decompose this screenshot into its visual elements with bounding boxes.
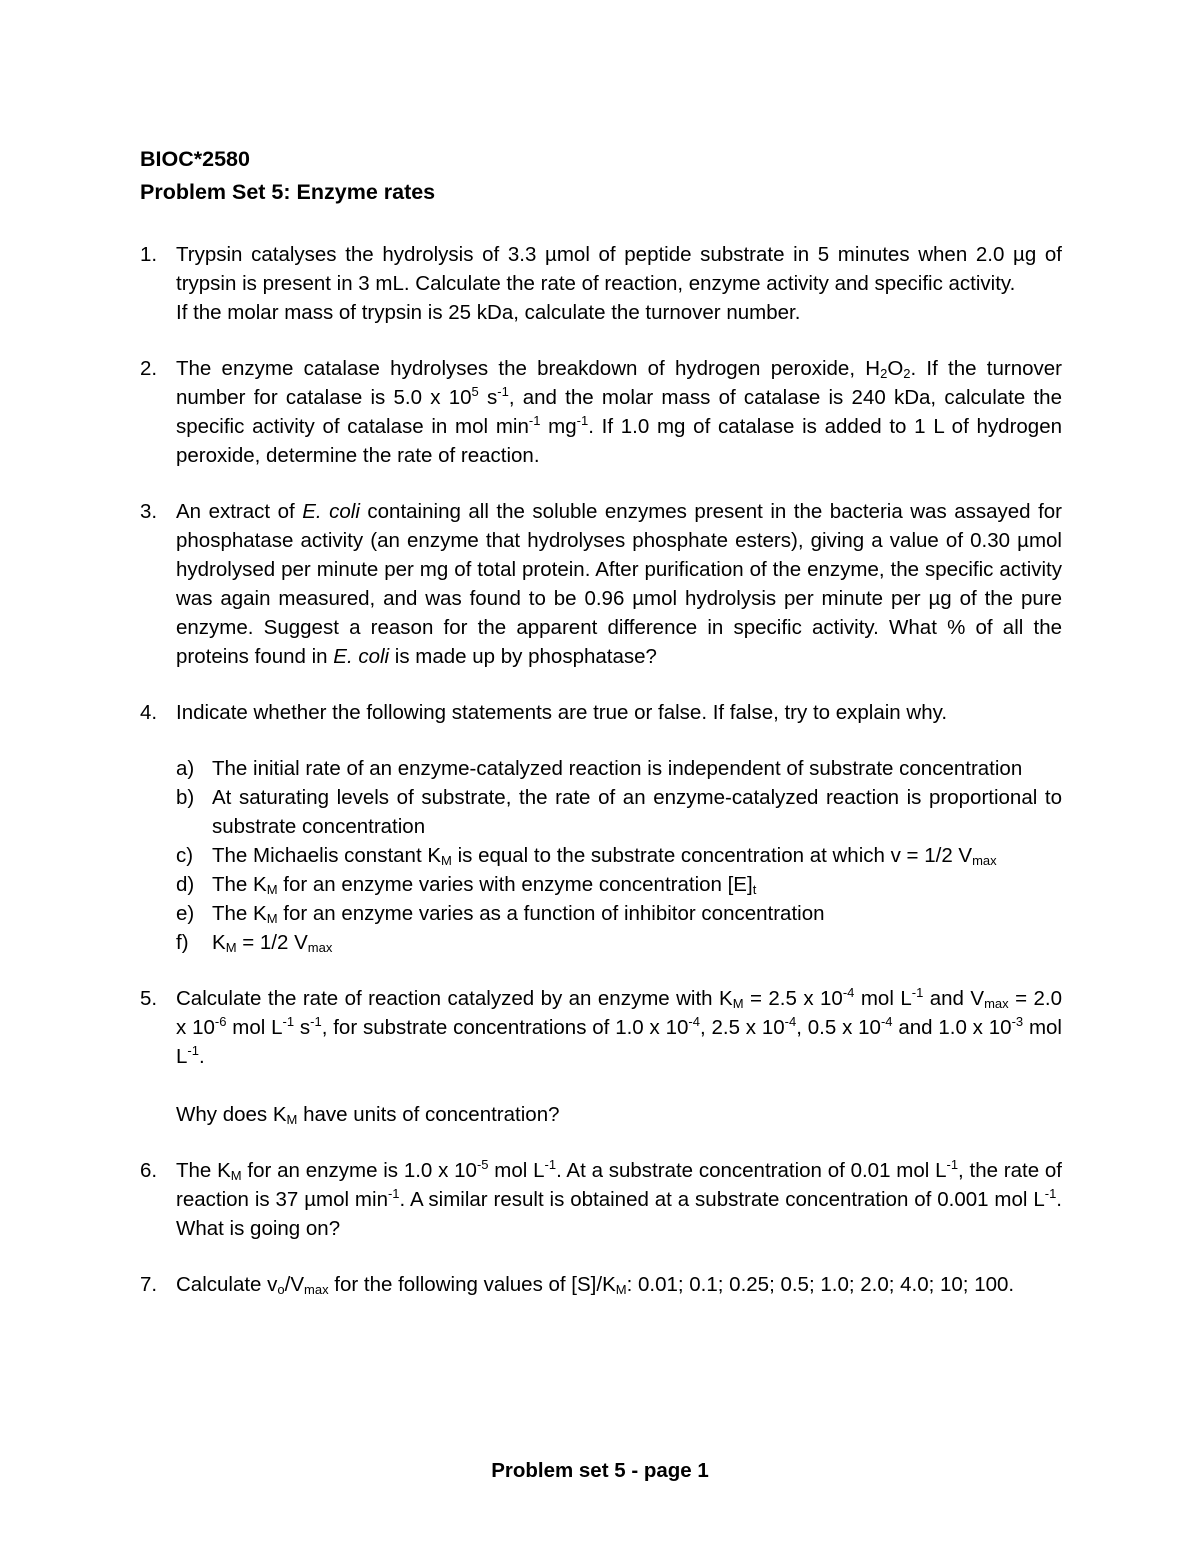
question-number: 3. xyxy=(140,500,158,523)
question-text: Trypsin catalyses the hydrolysis of 3.3 µmol of peptide substrate in 5 minutes when 2.0 µg of trypsin is present in 3 mL. Calculate the rate of reaction, enzyme activity and specific activity. xyxy=(176,243,1062,295)
statement-list xyxy=(176,754,1062,957)
question-number: 1. xyxy=(140,243,158,266)
page-title: Problem Set 5: Enzyme rates xyxy=(140,180,436,204)
course-code: BIOC*2580 xyxy=(140,147,250,171)
statement-item: e) The $K_M$ for an enzyme varies as a function of inhibitor concentration xyxy=(176,902,825,926)
question-5 xyxy=(140,984,1062,1129)
question-number: 2. xyxy=(140,357,158,380)
question-number: 7. xyxy=(140,1273,158,1296)
page-footer: Problem set 5 - page 1 xyxy=(491,1459,709,1482)
question-list xyxy=(140,240,1062,1326)
question-4 xyxy=(140,698,1062,957)
question-text: The $K_M$ for an enzyme is 1.0 x $10^{-5}$ mol $L^{-1}$. At a substrate concentration of 0.01 mol $L^{-1}$, the rate of reaction is 37 µmol $\min^{-1}$. A similar result is obtained at a substrate concentration of 0.001 mol $L^{-1}$. What is going on? xyxy=(176,1157,1063,1240)
statement-item: b) At saturating levels of substrate, the rate of an enzyme-catalyzed reaction is proportional to substrate concentration xyxy=(176,786,1062,838)
question-text: An extract of E. coli containing all the soluble enzymes present in the bacteria was assayed for phosphatase activity (an enzyme that hydrolyses phosphate esters), giving a value of 0.30 µmol hydrolysed per minute per mg of total protein. After purification of the enzyme, the specific activity was again measured, and was found to be 0.96 µmol hydrolysis per minute per µg of the pure enzyme. Suggest a reason for the apparent difference in specific activity. What % of all the proteins found in E. coli is made up by phosphatase? xyxy=(176,500,1063,668)
question-1 xyxy=(140,240,1062,327)
question-text: The enzyme catalase hydrolyses the breakdown of hydrogen peroxide, $H_2O_2$. If the turnover number for catalase is 5.0 x $10^5$ $s^{-1}$, and the molar mass of catalase is 240 kDa, calculate the specific activity of catalase in mol $\min^{-1} mg^{-1}$. If 1.0 mg of catalase is added to 1 L of hydrogen peroxide, determine the rate of reaction. xyxy=(176,357,1062,467)
question-3 xyxy=(140,497,1062,671)
question-text: Indicate whether the following statements are true or false. If false, try to explain why. xyxy=(176,701,948,724)
question-followup: If the molar mass of trypsin is 25 kDa, calculate the turnover number. xyxy=(176,301,801,324)
question-2 xyxy=(140,354,1062,470)
question-number: 4. xyxy=(140,701,158,724)
question-6 xyxy=(140,1156,1062,1243)
statement-item: f) $K_M = 1/2$ $V_{max}$ xyxy=(176,931,333,955)
question-text: Calculate $v_o/V_{max}$ for the following values of $[S]/K_M$: 0.01; 0.1; 0.25; 0.5; 1.0; 2.0; 4.0; 10; 100. xyxy=(176,1273,1015,1297)
question-number: 6. xyxy=(140,1159,158,1182)
question-7 xyxy=(140,1270,1062,1299)
question-followup: Why does $K_M$ have units of concentration? xyxy=(176,1103,560,1127)
statement-item: d) The $K_M$ for an enzyme varies with enzyme concentration $[E]_t$ xyxy=(176,873,757,897)
statement-item: c) The Michaelis constant $K_M$ is equal to the substrate concentration at which v = 1/2 $V_{max}$ xyxy=(176,844,997,868)
question-text: Calculate the rate of reaction catalyzed by an enzyme with $K_M = 2.5$ x $10^{-4}$ mol $L^{-1}$ and $V_{max} = 2.0$ x $10^{-6}$ mol $L^{-1}$ $s^{-1}$, for substrate concentrations of 1.0 x $10^{-4}$, 2.5 x $10^{-4}$, 0.5 x $10^{-4}$ and 1.0 x $10^{-3}$ mol $L^{-1}$. xyxy=(176,985,1062,1068)
question-number: 5. xyxy=(140,987,158,1010)
statement-item: a) The initial rate of an enzyme-catalyzed reaction is independent of substrate concentration xyxy=(176,757,1023,780)
